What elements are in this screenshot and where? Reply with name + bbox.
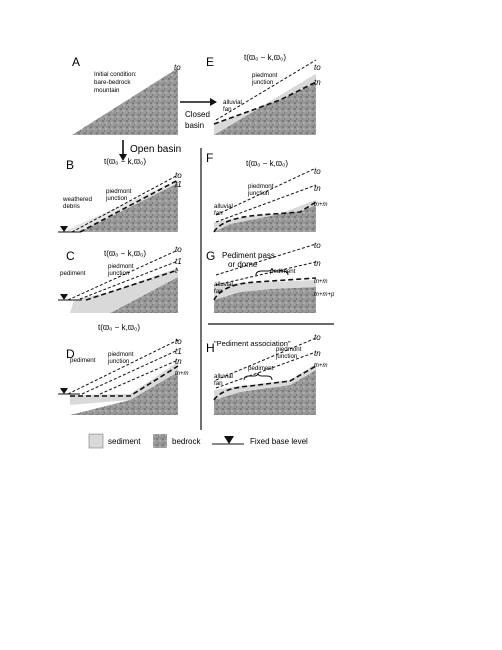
panel-b-debris-1: weathered — [63, 196, 92, 203]
panel-d-eq: t(ϖ₀ − k,ϖ₀) — [98, 323, 141, 332]
panel-h-title: "Pediment association" — [214, 339, 291, 348]
panel-d-t1: t1 — [175, 347, 182, 356]
panel-f-letter: F — [206, 151, 214, 165]
closed-basin-2: basin — [185, 121, 205, 130]
panel-e-eq: t(ϖ₀ − k,ϖ₀) — [244, 53, 287, 62]
panel-h-piedmont-1: piedmont — [276, 346, 302, 353]
panel-f-piedmont-2: junction — [248, 190, 270, 197]
panel-f — [206, 151, 328, 232]
panel-b-debris-2: debris — [63, 203, 80, 210]
panel-g-pass-1: Pediment pass — [222, 251, 275, 260]
panel-a — [72, 55, 181, 135]
panel-a-letter: A — [72, 55, 81, 69]
panel-f-tn: tn — [314, 184, 321, 193]
panel-c-eq: t(ϖ₀ − k,ϖ₀) — [104, 249, 147, 258]
panel-f-fan-2: fan — [214, 210, 223, 217]
panel-d-piedmont-1: piedmont — [108, 351, 134, 358]
panel-h-piedmont-2: junction — [276, 353, 298, 360]
panel-h-letter: H — [206, 341, 215, 355]
panel-b-letter: B — [66, 158, 75, 172]
panel-h-fan-1: alluvial — [214, 373, 233, 380]
panel-f-piedmont-1: piedmont — [248, 183, 274, 190]
panel-d-pediment: pediment — [70, 357, 96, 364]
panel-d-piedmont-2: junction — [108, 358, 130, 365]
panel-b-eq: t(ϖ₀ − k,ϖ₀) — [104, 157, 147, 166]
panel-h-fan-2: fan — [214, 380, 223, 387]
panel-h-t0: to — [314, 333, 321, 342]
panel-g-tn: tn — [314, 259, 321, 268]
panel-b-t0: to — [175, 171, 182, 180]
legend-bedrock-swatch — [153, 434, 167, 448]
panel-g-pass-2: or dome — [228, 260, 258, 269]
legend-base-label: Fixed base level — [250, 437, 308, 446]
panel-c-pediment: pediment — [60, 270, 86, 277]
panel-h-tnm: tn+m — [314, 363, 328, 369]
panel-g-t0: to — [314, 241, 321, 250]
panel-b-piedmont-1: piedmont — [106, 188, 132, 195]
panel-e-letter: E — [206, 55, 215, 69]
legend-sediment-label: sediment — [108, 437, 141, 446]
panel-c-piedmont-1: piedmont — [108, 263, 134, 270]
panel-b-piedmont-2: junction — [106, 195, 128, 202]
panel-b — [58, 157, 182, 232]
panel-e-t0: to — [314, 63, 321, 72]
panel-a-note-2: bare-bedrock — [94, 79, 131, 86]
panel-g-pediment: pediment — [270, 268, 296, 275]
panel-f-fan-1: alluvial — [214, 203, 233, 210]
panel-b-t1: t1 — [175, 180, 182, 189]
panel-c-tn: t — [175, 266, 178, 275]
panel-e — [206, 53, 321, 135]
closed-basin-1: Closed — [185, 110, 210, 119]
panel-d-letter: D — [66, 347, 75, 361]
panel-a-t0: to — [174, 63, 181, 72]
panel-g-fan-1: alluvial — [214, 281, 233, 288]
panel-h-tn: tn — [314, 349, 321, 358]
panel-d — [58, 323, 189, 415]
open-basin-label: Open basin — [130, 144, 182, 155]
panel-h-pediment: pediment — [248, 365, 274, 372]
panel-e-fan-1: alluvial — [223, 99, 242, 106]
legend — [89, 434, 308, 448]
legend-sediment-swatch — [89, 434, 103, 448]
panel-g-letter: G — [206, 249, 216, 263]
panel-g-fan-2: fan — [214, 288, 223, 295]
panel-a-note-3: mountain — [94, 87, 120, 94]
panel-c-piedmont-2: junction — [108, 270, 130, 277]
panel-e-tn: tn — [314, 78, 321, 87]
panel-a-note-1: Initial condition: — [94, 71, 137, 78]
panel-g-tnm: tn+m — [314, 279, 328, 285]
panel-c-letter: C — [66, 249, 75, 263]
panel-e-piedmont-1: piedmont — [252, 72, 278, 79]
panel-h — [206, 333, 328, 415]
legend-bedrock-label: bedrock — [172, 437, 201, 446]
panel-f-eq: t(ϖ₀ − k,ϖ₀) — [246, 159, 289, 168]
panel-g-tnmp: tn+m+p — [314, 292, 335, 298]
panel-c — [58, 245, 182, 313]
panel-c-t1: t1 — [175, 257, 182, 266]
panel-e-fan-2: fan — [223, 106, 232, 113]
panel-f-t0: to — [314, 167, 321, 176]
panel-e-piedmont-2: junction — [252, 79, 274, 86]
panel-d-t0: to — [175, 337, 182, 346]
panel-d-tnm: tn+m — [175, 371, 189, 377]
panel-g — [206, 241, 335, 313]
panel-f-tnm: tn+m — [314, 202, 328, 208]
panel-c-t0: to — [175, 245, 182, 254]
base-level-triangle — [224, 436, 234, 444]
arrow-closed-basin — [180, 98, 217, 130]
panel-d-tn: tn — [175, 357, 182, 366]
